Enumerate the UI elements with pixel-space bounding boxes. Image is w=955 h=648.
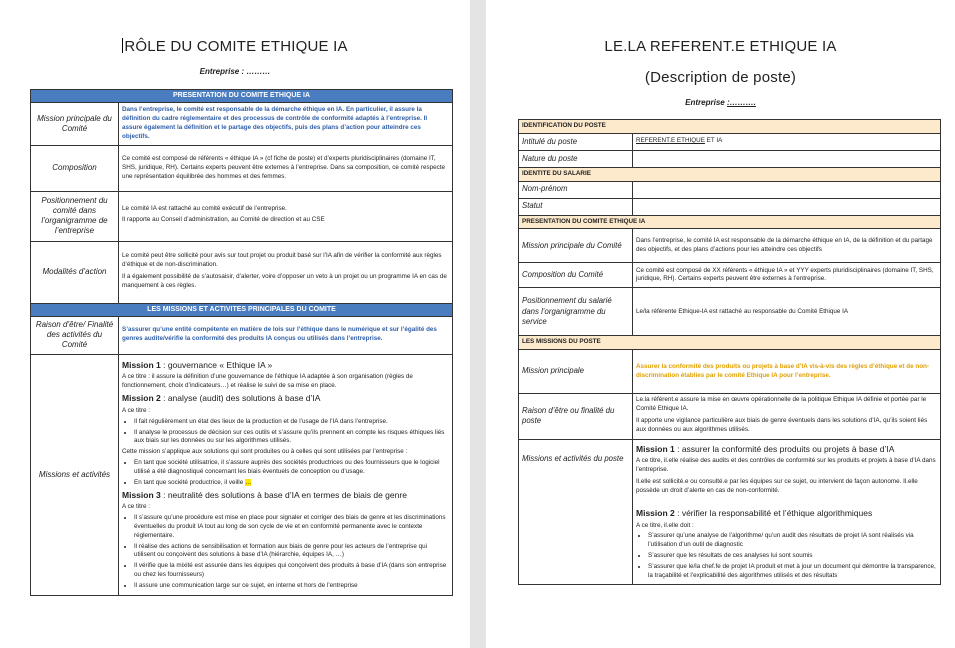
section-header-identite: IDENTITE DU SALARIE: [519, 167, 941, 181]
mission-1-number: Mission 1: [122, 359, 161, 370]
table-row: [519, 394, 941, 439]
row-text-positionnement: Le/la référente Ethique-IA est rattaché au responsable du Comité Ethique IA: [633, 288, 941, 336]
section-header-identification: IDENTIFICATION DU POSTE: [519, 120, 941, 134]
row-label-missions: Missions et activités: [31, 354, 119, 595]
section-header-row: [31, 303, 453, 316]
mission-2-title: : vérifier la responsabilité et l’éthique algorithmiques: [674, 507, 873, 518]
mission-3-list: [134, 514, 449, 591]
row-value-nature: [633, 150, 941, 167]
mission-2-heading: [122, 393, 449, 405]
left-title-text: RÔLE DU COMITE ETHIQUE IA: [124, 38, 348, 55]
row-value-statut: [633, 198, 941, 215]
list-item: • S’assurer qu’une analyse de l’algorithme/ qu’un audit des résultats de projet IA sont réalisés via l’utilisation d’un outil de diagnostic: [648, 532, 937, 550]
mission-1-number: Mission 1: [636, 443, 675, 454]
list-item: • Il vérifie que la mixité est assurée dans les équipes qui conçoivent des produits à base d’IA (dans son entreprise ou chez les fournisseurs): [134, 562, 449, 580]
row-text-raison: S’assurer qu’une entité compétente en matière de lois sur l’éthique dans le numérique et sur l’égalité des genres audite/vérifie la conformité des produits IA conçus ou utilisés dans l’entreprise.: [119, 316, 453, 354]
list-item: [134, 479, 449, 488]
list-item: • Il s’assure qu’une procédure est mise en place pour signaler et corriger des biais de genre et les discriminations éventuelles du produit IA tout au long de son cycle de vie et en conformité permanente avec le contexte réglementaire.: [134, 514, 449, 540]
row-label-mission: Mission principale du Comité: [31, 102, 119, 145]
right-enterprise-line: [486, 98, 955, 107]
list-item: • Il assure une communication large sur ce sujet, en interne et hors de l’entreprise: [134, 582, 449, 591]
table-row: [519, 288, 941, 336]
left-page-title: [0, 38, 470, 55]
list-item: • Il réalise des actions de sensibilisation et formation aux biais de genre pour les acteurs de l’entreprise qui utilisent ou conçoivent des solutions à base d’IA (hiérarchie, équipes IA, …): [134, 543, 449, 561]
row-label-composition: Composition du Comité: [519, 263, 633, 288]
table-row: [31, 102, 453, 145]
table-row: [519, 181, 941, 198]
mission-1-heading: [636, 444, 937, 456]
row-text-modalites: [119, 241, 453, 303]
modalites-line-1: Le comité peut être sollicité pour avis sur tout projet ou produit basé sur l’IA afin de vérifier la conformité aux règles d’éthique et de non-discrimination.: [122, 252, 442, 268]
row-label-mission-principale: Mission principale: [519, 350, 633, 394]
mission-1-text-2: Il.elle est sollicité.e ou consulté.e par les équipes sur ce sujet, ou intervient de façon autonome. Il.elle possède un droit d’alerte en cas de non-conformité.: [636, 478, 918, 494]
left-document-page: [0, 0, 470, 648]
raison-line-1: Le.la référent.e assure la mise en œuvre opérationnelle de la politique Ethique IA définie et portée par le Comité Ethique IA.: [636, 396, 927, 413]
mission-2-intro: A ce titre :: [122, 407, 150, 414]
row-label-positionnement: Positionnement du comité dans l’organigramme de l’entreprise: [31, 191, 119, 241]
job-description-table: [518, 119, 941, 585]
modalites-line-2: Il a également possibilité de s’autosaisir, d’alerter, voire d’opposer un veto à un projet ou un programme IA en cas de manquement à ces règles.: [122, 272, 447, 289]
list-item: • Il fait régulièrement un état des lieux de la production et de l’usage de l’IA dans l’entreprise.: [134, 418, 449, 427]
row-text-mission: Dans l’entreprise, le comité est responsable de la démarche éthique en IA. En particulier, il assure la définition du cadre réglementaire et des processus de contrôle de conformité adaptés à l’entreprise. Il assure également la définition et le partage des objectifs, puis des plans d’action pour atteindre ces objectifs.: [119, 102, 453, 145]
row-text-composition: Ce comité est composé de XX référents « éthique IA » et YYY experts pluridisciplinaires (domaine IT, SHS, juridique, RH). Certains experts peuvent être externes à l’entreprise.: [633, 263, 941, 288]
list-item-text: En tant que société productrice, il veille: [134, 478, 245, 486]
mission-2-number: Mission 2: [122, 393, 161, 404]
row-label-intitule: Intitulé du poste: [519, 133, 633, 150]
mission-3-title: : neutralité des solutions à base d’IA en termes de biais de genre: [160, 489, 407, 500]
row-label-nature: Nature du poste: [519, 150, 633, 167]
row-text-mission-principale: Assurer la conformité des produits ou projets à base d’IA vis-à-vis des règles d’éthique et de non-discrimination établies par le comité Ethique IA pour l’entreprise.: [633, 350, 941, 394]
row-label-raison: Raison d’être ou finalité du poste: [519, 394, 633, 439]
table-row: [519, 229, 941, 263]
enterprise-label: Entreprise: [685, 98, 727, 107]
table-row: [31, 354, 453, 595]
row-value-intitule: [633, 133, 941, 150]
mission-2-intro: A ce titre, il.elle doit :: [636, 521, 694, 529]
positionnement-line-1: Le comité IA est rattaché au comité exécutif de l’entreprise.: [122, 205, 287, 213]
mission-1-text-1: A ce titre, il.elle réalise des audits et des contrôles de conformité sur les produits et projets à base d’IA dans l’entreprise.: [636, 457, 936, 474]
section-header-missions: LES MISSIONS DU POSTE: [519, 336, 941, 350]
row-label-nom: Nom-prénom: [519, 181, 633, 198]
right-page-title: LE.LA REFERENT.E ETHIQUE IA: [604, 38, 837, 55]
intitule-underlined: REFERENT.E ETHIQUE: [636, 137, 705, 145]
table-row: [519, 263, 941, 288]
row-label-composition: Composition: [31, 145, 119, 191]
row-value-nom: [633, 181, 941, 198]
raison-line-2: Il apporte une vigilance particulière aux biais de genre éventuels dans les solutions d’IA, qu’ils soient liés aux données ou aux algorithmes utilisés.: [636, 416, 928, 433]
positionnement-line-2: Il rapporte au Conseil d’administration, au Comité de direction et au CSE: [122, 216, 325, 224]
row-text-composition: Ce comité est composé de référents « éthique IA » (cf fiche de poste) et d’experts pluridisciplinaires (domaine IT, SHS, juridique, RH). Certains experts peuvent être externes à l’entreprise. Dans sa composition, ce comité respecte une représentation équilibrée des hommes et des femmes.: [119, 145, 453, 191]
mission-2-heading: [636, 508, 937, 520]
table-row: [519, 133, 941, 150]
section-header-missions: LES MISSIONS ET ACTIVITES PRINCIPALES DU COMITE: [31, 303, 453, 316]
mission-1-text: A ce titre : il assure la définition d’une gouvernance de l’éthique IA adaptée à son organisation (règles de fonctionnement, choix d’indicateurs…) et réalise le suivi de sa mise en place.: [122, 373, 413, 390]
mission-2-list: [648, 532, 937, 580]
section-header-row: [31, 90, 453, 103]
mission-1-title: : gouvernance « Ethique IA »: [160, 359, 273, 370]
row-label-mission-comite: Mission principale du Comité: [519, 229, 633, 263]
committee-role-table: [30, 89, 453, 596]
section-header-row: [519, 167, 941, 181]
mission-3-number: Mission 3: [122, 489, 161, 500]
list-item: • S’assurer que le/la chef.fe de projet IA produit et met à jour un document qui démontre la transparence, la traçabilité et l’explicabilité des algorithmes utilisés et des résultats: [648, 563, 937, 581]
table-row: [31, 145, 453, 191]
highlighted-ellipsis: …: [244, 478, 252, 486]
section-header-row: [519, 336, 941, 350]
row-text-activites: [633, 439, 941, 585]
row-label-activites: Missions et activités du poste: [519, 439, 633, 585]
row-text-mission-comite: Dans l’entreprise, le comité IA est responsable de la démarche éthique en IA, de la définition et du partage des objectifs, et des plans d’actions pour les atteindre ces objectifs: [633, 229, 941, 263]
list-item: • S’assurer que les résultats de ces analyses lui sont soumis: [648, 552, 937, 561]
section-header-presentation: PRESENTATION DU COMITE ETHIQUE IA: [31, 90, 453, 103]
table-row: [519, 350, 941, 394]
row-label-positionnement: Positionnement du salarié dans l’organigramme du service: [519, 288, 633, 336]
intitule-rest: ET IA: [704, 137, 723, 145]
mission-3-heading: [122, 490, 449, 502]
section-header-row: [519, 215, 941, 229]
table-row: [519, 150, 941, 167]
mission-3-intro: A ce titre :: [122, 503, 150, 511]
mission-2-title: : analyse (audit) des solutions à base d’IA: [160, 393, 321, 404]
enterprise-value: :……….: [726, 98, 756, 107]
mission-2-number: Mission 2: [636, 507, 675, 518]
row-text-positionnement: [119, 191, 453, 241]
table-row: [31, 316, 453, 354]
table-row: [31, 241, 453, 303]
table-row: [31, 191, 453, 241]
mission-2-text: Cette mission s’applique aux solutions qui sont produites ou à celles qui sont utilisées par l’entreprise :: [122, 448, 408, 456]
row-label-raison: Raison d’être/ Finalité des activités du Comité: [31, 316, 119, 354]
section-header-presentation: PRESENTATION DU COMITE ETHIQUE IA: [519, 215, 941, 229]
mission-2-list: [134, 418, 449, 446]
table-row: [519, 439, 941, 585]
list-item: • Il analyse le processus de décision sur ces outils et s’assure qu’ils prennent en compte les risques éthiques liés aux biais sur les données ou sur les algorithmes utilisés.: [134, 429, 449, 447]
mission-2-sublist: [134, 459, 449, 487]
row-text-raison: [633, 394, 941, 439]
row-text-missions: [119, 354, 453, 595]
mission-1-heading: [122, 360, 449, 372]
left-enterprise-line: Entreprise : ………: [199, 67, 271, 76]
mission-1-title: : assurer la conformité des produits ou projets à base d’IA: [674, 443, 895, 454]
row-label-statut: Statut: [519, 198, 633, 215]
row-label-modalites: Modalités d’action: [31, 241, 119, 303]
table-row: [519, 198, 941, 215]
right-document-page: [486, 0, 955, 648]
right-page-subtitle: (Description de poste): [644, 69, 797, 86]
section-header-row: [519, 120, 941, 134]
list-item: • En tant que société utilisatrice, il s’assure auprès des sociétés productrices ou des fournisseurs que le logiciel utilisé a été diagnostiqué concernant les biais éventuels de conception ou d’usage.: [134, 459, 449, 477]
